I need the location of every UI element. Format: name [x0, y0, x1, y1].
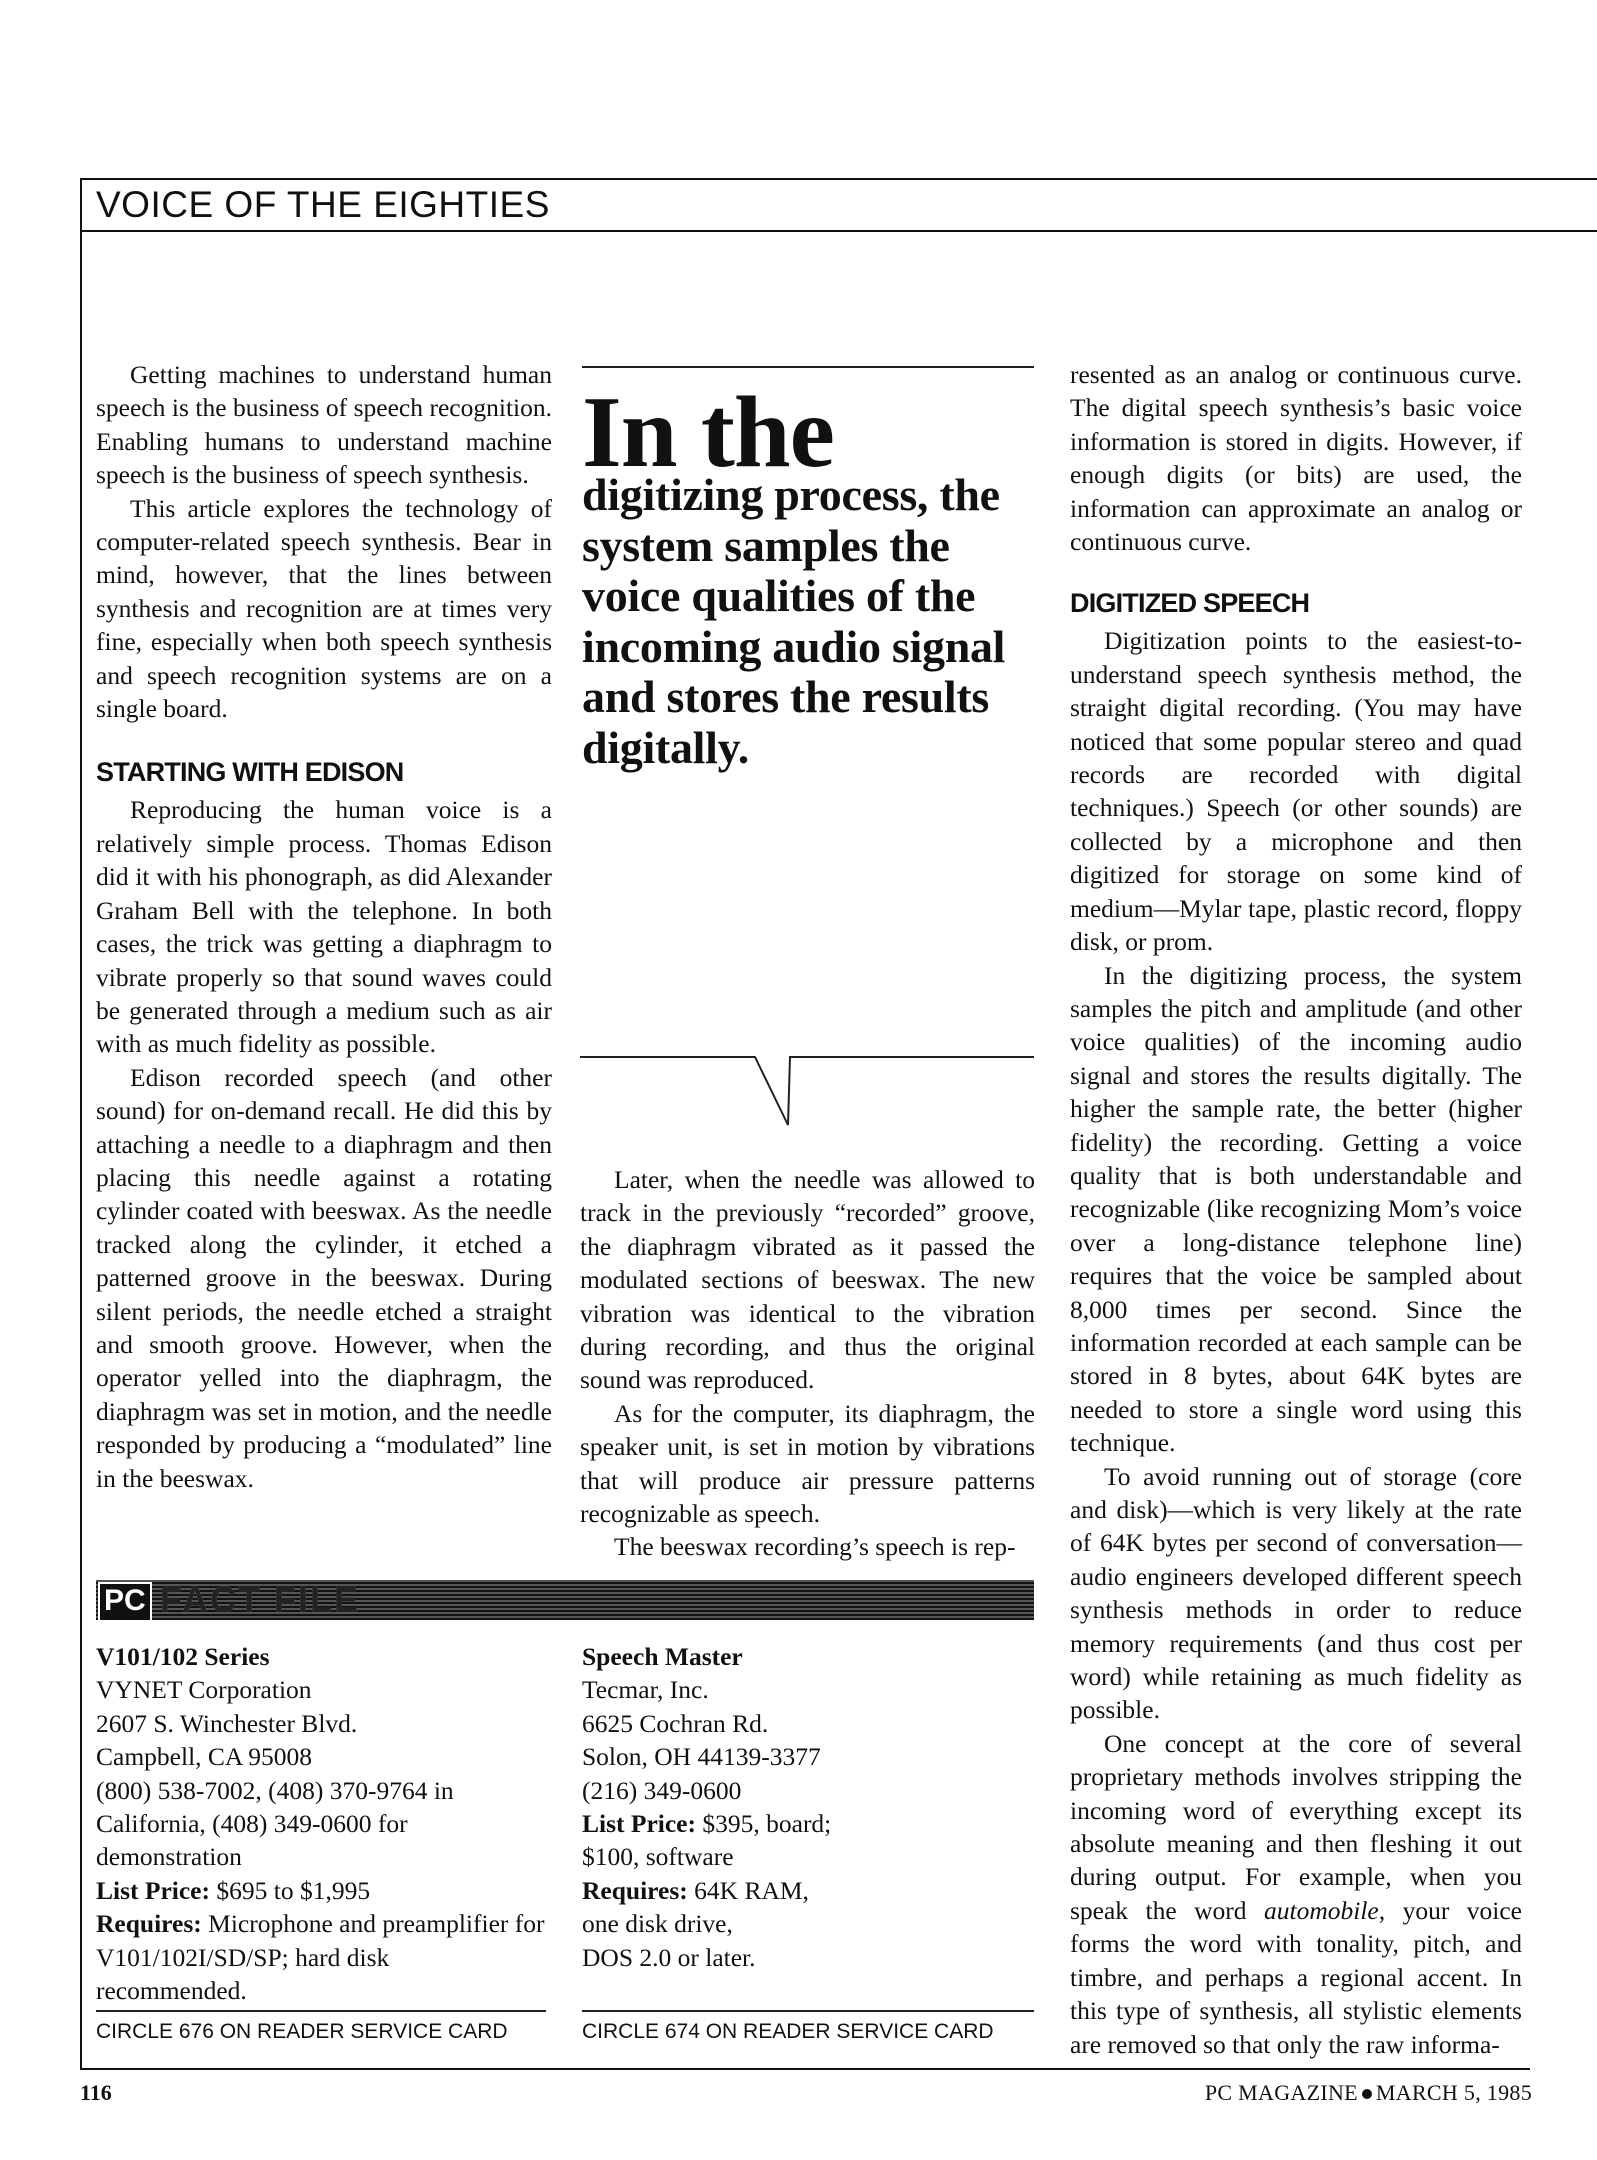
paragraph: Getting machines to understand human speech is the business of speech recognition. Enabling humans to understand machine speech is the business of speech synthesis.	[96, 360, 552, 490]
product-name: Speech Master	[582, 1642, 743, 1671]
phone-numbers: (800) 538-7002, (408) 370-9764 in California, (408) 349-0600 for demonstration	[96, 1775, 454, 1872]
paragraph: In the digitizing process, the system samples the pitch and amplitude (and other voice qualities) of the incoming audio signal and stores the results digitally. The higher the sample rate, the better (higher fidelity) the recording. Getting a voice quality that is both understandable and recognizable (like recognizing Mom’s voice over a long-distance telephone line) requires that the voice be sampled about 8,000 times per second. Since the information recorded at each sample can be stored in 8 bytes, about 64K bytes are needed to store a single word using this technique.	[1070, 960, 1522, 1458]
fact-file-label: FACT FILE	[160, 1579, 360, 1620]
company-name: Tecmar, Inc.	[582, 1675, 709, 1705]
company-name: VYNET Corporation	[96, 1675, 312, 1705]
pullquote-pointer	[580, 1055, 1036, 1135]
publication-info	[1205, 2080, 1532, 2106]
phone-numbers: (216) 349-0600	[582, 1775, 742, 1805]
article-column-2	[580, 1163, 1035, 1564]
paragraph: resented as an analog or continuous curve. The digital speech synthesis’s basic voice information is stored in digits. However, if enough digits (or bits) are used, the information can approximate an analog or continuous curve.	[1070, 360, 1522, 557]
section-title: VOICE OF THE EIGHTIES	[96, 184, 550, 225]
subhead-digitized-speech: DIGITIZED SPEECH	[1070, 588, 1310, 619]
requires-label: Requires:	[96, 1909, 202, 1939]
magazine-name: PC MAGAZINE	[1204, 2080, 1358, 2105]
paragraph: As for the computer, its diaphragm, the speaker unit, is set in motion by vibrations that will produce air pressure patterns recognizable as speech.	[580, 1398, 1035, 1529]
address-line: 2607 S. Winchester Blvd.	[96, 1708, 358, 1738]
address-line: Solon, OH 44139-3377	[582, 1742, 821, 1772]
pullquote-text: digitizing process, the system samples the voice qualities of the incoming audio signal and stores the results digitally.	[582, 469, 1006, 773]
paragraph: To avoid running out of storage (core and disk)—which is very likely at the rate of 64K bytes per second of conversation—audio engineers developed different speech synthesis methods in order to reduce memory requirements (and thus cost per word) while retaining as much fidelity as possible.	[1070, 1461, 1522, 1725]
price-value: $395, board;	[696, 1809, 832, 1839]
requires-value: Microphone and preamplifier for V101/102I/SD/SP; hard disk recommended.	[96, 1909, 545, 2006]
bullet-icon	[1362, 2089, 1372, 2099]
fact-file-rule	[582, 2010, 1034, 2012]
paragraph: Digitization points to the easiest-to-understand speech synthesis method, the straight digital recording. (You may have noticed that some popular stereo and quad records are recorded with digital techniques.) Speech (or other sounds) are collected by a microphone and then digitized for storage on some kind of medium—Mylar tape, plastic record, floppy disk, or prom.	[1070, 626, 1522, 957]
header-bottom-rule	[80, 230, 1597, 232]
requires-label: Requires:	[582, 1875, 688, 1905]
requirements	[96, 1907, 546, 2007]
subhead-starting-with-edison: STARTING WITH EDISON	[96, 757, 404, 788]
fact-file-rule	[96, 2010, 546, 2012]
issue-date: MARCH 5, 1985	[1375, 2080, 1532, 2105]
page-bottom-rule	[80, 2068, 1530, 2070]
requires-value-line: one disk drive,	[582, 1909, 733, 1939]
price-value-line: $100, software	[582, 1842, 734, 1872]
price-label: List Price:	[96, 1875, 210, 1905]
list-price	[96, 1874, 546, 1907]
requirements	[582, 1874, 1032, 1907]
text-run: your voice forms the word with tonality, pitch, and timbre, and perhaps a regional accent. In this type of synthesis, all stylistic elements are removed so that only the raw informa-	[1070, 1895, 1523, 2059]
price-label: List Price:	[582, 1809, 696, 1839]
requires-value-line: DOS 2.0 or later.	[582, 1942, 756, 1972]
article-column-1	[96, 358, 552, 1495]
reader-service-card-676: CIRCLE 676 ON READER SERVICE CARD	[96, 2020, 508, 2043]
header-left-rule	[80, 178, 82, 2070]
paragraph: The beeswax recording’s speech is rep-	[614, 1532, 1016, 1562]
price-value: $695 to $1,995	[210, 1875, 371, 1905]
requires-value: 64K RAM,	[687, 1875, 809, 1905]
pullquote-lead: In the	[582, 376, 834, 489]
page-number: 116	[80, 2080, 112, 2105]
pullquote-top-rule	[582, 366, 1034, 368]
paragraph: Edison recorded speech (and other sound) for on-demand recall. He did this by attaching a needle to a diaphragm and then placing this needle against a rotating cylinder coated with beeswax. As the needle tracked along the cylinder, it etched a patterned groove in the beeswax. During silent periods, the needle etched a straight and smooth groove. However, when the operator yelled into the diaphragm, the diaphragm was set in motion, and the needle responded by producing a “modulated” line in the beeswax.	[96, 1062, 552, 1493]
paragraph: Reproducing the human voice is a relatively simple process. Thomas Edison did it with his phonograph, as did Alexander Graham Bell with the telephone. In both cases, the trick was getting a diaphragm to vibrate properly so that sound waves could be generated through a medium such as air with as much fidelity as possible.	[96, 795, 552, 1059]
header-top-rule	[80, 178, 1597, 180]
list-price	[582, 1807, 1032, 1840]
article-column-3	[1070, 358, 1522, 2061]
fact-file-entry-vynet	[96, 1640, 546, 2007]
address-line: 6625 Cochran Rd.	[582, 1708, 769, 1738]
paragraph: This article explores the technology of computer-related speech synthesis. Bear in mind, however, that the lines between synthesis and recognition are at times very fine, especially when both speech synthesis and speech recognition systems are on a single board.	[96, 493, 552, 724]
emphasis-word: automobile,	[1264, 1895, 1386, 1925]
address-line: Campbell, CA 95008	[96, 1742, 313, 1772]
text-run: One concept at the core of several proprietary methods involves stripping the incoming word of everything except its absolute meaning and then fleshing it out during output. For example, when you speak the word	[1070, 1728, 1522, 1925]
pc-logo: PC	[98, 1582, 152, 1622]
product-name: V101/102 Series	[96, 1642, 270, 1671]
paragraph	[1070, 1727, 1522, 2061]
fact-file-entry-tecmar	[582, 1640, 1032, 1974]
paragraph: Later, when the needle was allowed to track in the previously “recorded” groove, the diaphragm vibrated as it passed the modulated sections of beeswax. The new vibration was identical to the vibration during recording, and thus the original sound was reproduced.	[580, 1165, 1035, 1395]
reader-service-card-674: CIRCLE 674 ON READER SERVICE CARD	[582, 2020, 994, 2043]
